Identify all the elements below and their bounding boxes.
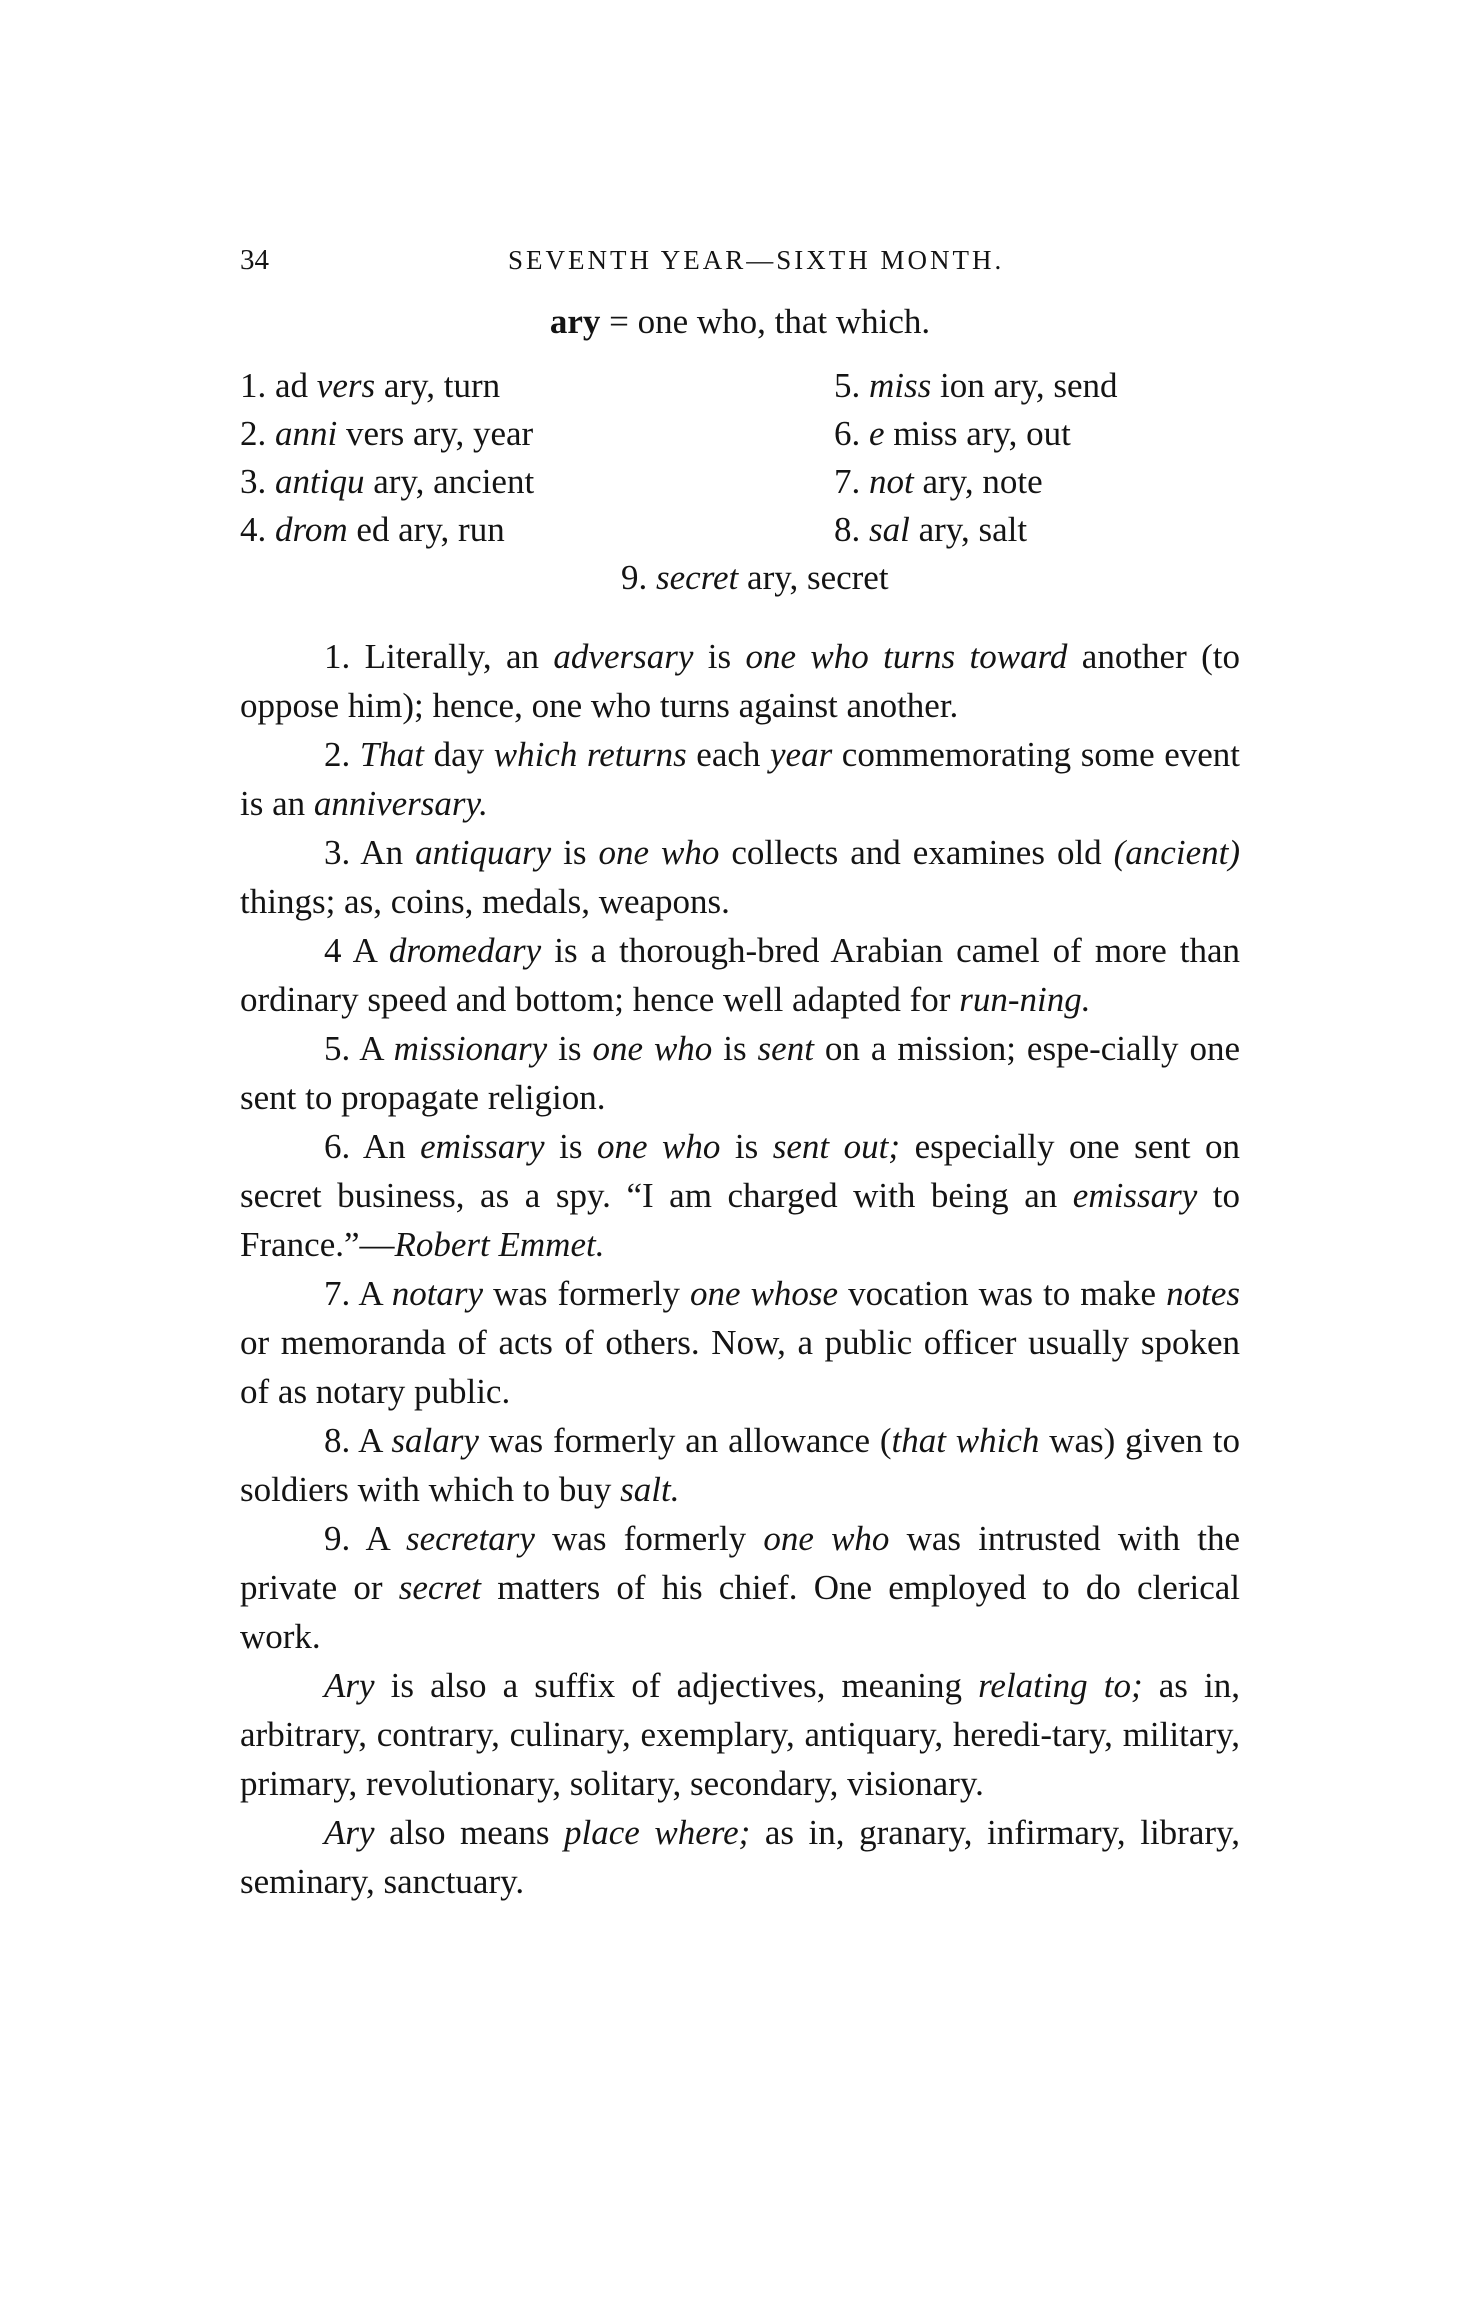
root-italic-run: vers — [316, 366, 376, 405]
paragraph-text-run: is — [712, 1029, 758, 1068]
paragraph — [240, 1122, 1240, 1269]
paragraph-italic-run: place where; — [564, 1813, 751, 1852]
root-text-run: ed ary, run — [347, 510, 505, 549]
paragraph-text-run: or memoranda of acts of others. Now, a public officer usually spoken of as notary public. — [240, 1323, 1240, 1411]
root-text-run: ion ary, send — [931, 366, 1118, 405]
paragraph-italic-run: one who — [592, 1029, 713, 1068]
paragraph-text-run: on a mission; espe-cially one sent to propagate religion. — [240, 1029, 1240, 1117]
root-list — [240, 362, 1240, 612]
paragraph-text-run: day — [424, 735, 494, 774]
paragraph — [240, 828, 1240, 926]
paragraph-italic-run: relating to; — [978, 1666, 1143, 1705]
paragraph-text-run: is — [544, 1127, 597, 1166]
paragraph-italic-run: Ary — [324, 1813, 375, 1852]
paragraph-text-run: is a thorough-bred Arabian camel of more than ordinary speed and bottom; hence well adapted for — [240, 931, 1240, 1019]
suffix-meaning: = one who, that which. — [609, 302, 931, 341]
paragraph-italic-run: one who — [596, 1127, 721, 1166]
paragraph — [240, 1024, 1240, 1122]
root-italic-run: anni — [275, 414, 338, 453]
suffix-heading — [240, 300, 1240, 344]
paragraph-text-run: 9. A — [324, 1519, 407, 1558]
paragraph-italic-run: run-ning. — [959, 980, 1091, 1019]
paragraph — [240, 1269, 1240, 1416]
paragraph-text-run: to France.”— — [240, 1176, 1240, 1264]
root-italic-run: sal — [869, 510, 910, 549]
paragraph-italic-run: anniversary. — [313, 784, 488, 823]
paragraph-italic-run: dromedary — [388, 931, 542, 970]
paragraph-italic-run: missionary — [393, 1029, 548, 1068]
paragraph-text-run: was) given to soldiers with which to buy — [240, 1421, 1240, 1509]
paragraph — [240, 1661, 1240, 1808]
root-text-run: vers ary, year — [337, 414, 534, 453]
root-item — [240, 410, 533, 458]
root-number: 6. — [834, 414, 869, 453]
paragraph-text-run: 4 A — [324, 931, 389, 970]
paragraph-text-run: as in, arbitrary, contrary, culinary, exemplary, antiquary, heredi-tary, military, primary, revolutionary, solitary, secondary, visionary. — [240, 1666, 1240, 1803]
paragraph-italic-run: emissary — [1072, 1176, 1198, 1215]
root-text-run: miss ary, out — [884, 414, 1071, 453]
root-item — [834, 410, 1071, 458]
root-italic-run: secret — [656, 558, 739, 597]
paragraph-italic-run: notes — [1166, 1274, 1240, 1313]
paragraph-text-run: each — [686, 735, 770, 774]
root-text-run: ad — [275, 366, 317, 405]
paragraph-text-run: is — [547, 1029, 593, 1068]
page-number: 34 — [240, 244, 269, 276]
root-italic-run: e — [869, 414, 885, 453]
root-text-run: ary, note — [913, 462, 1043, 501]
root-italic-run: antiqu — [275, 462, 365, 501]
paragraph-text-run: also means — [374, 1813, 565, 1852]
paragraph — [240, 926, 1240, 1024]
root-number: 1. — [240, 366, 275, 405]
paragraph-text-run: another (to oppose him); hence, one who turns against another. — [240, 637, 1240, 725]
root-italic-run: drom — [275, 510, 348, 549]
paragraph-text-run: was formerly — [534, 1519, 764, 1558]
root-number: 8. — [834, 510, 869, 549]
root-item — [834, 362, 1118, 410]
paragraph-text-run: is also a suffix of adjectives, meaning — [374, 1666, 979, 1705]
running-title: SEVENTH YEAR—SIXTH MONTH. — [508, 245, 1005, 275]
paragraph-text-run: is — [693, 637, 746, 676]
paragraph-italic-run: Robert Emmet. — [394, 1225, 605, 1264]
paragraph-italic-run: one who — [598, 833, 720, 872]
paragraph-italic-run: secretary — [406, 1519, 535, 1558]
paragraph-italic-run: one who turns toward — [745, 637, 1068, 676]
root-italic-run: not — [869, 462, 914, 501]
paragraph-text-run: was intrusted with the private or — [240, 1519, 1241, 1607]
paragraph-text-run: 1. Literally, an — [324, 637, 554, 676]
paragraph-italic-run: emissary — [420, 1127, 545, 1166]
paragraph-italic-run: that which — [891, 1421, 1040, 1460]
paragraph-text-run: 2. — [324, 735, 360, 774]
paragraph-italic-run: sent — [757, 1029, 814, 1068]
root-text-run: ary, turn — [375, 366, 501, 405]
paragraph-text-run: as in, granary, infirmary, library, seminary, sanctuary. — [240, 1813, 1240, 1901]
root-number: 5. — [834, 366, 869, 405]
root-number: 3. — [240, 462, 275, 501]
paragraph-text-run: collects and examines old — [719, 833, 1114, 872]
root-item — [621, 554, 889, 602]
paragraph — [240, 632, 1240, 730]
paragraph-italic-run: salt. — [620, 1470, 680, 1509]
paragraph-italic-run: year — [770, 735, 833, 774]
paragraph-italic-run: secret — [398, 1568, 481, 1607]
paragraph-italic-run: That — [359, 735, 425, 774]
suffix-term: ary — [549, 302, 601, 341]
paragraph-text-run: was formerly — [483, 1274, 691, 1313]
root-text-run: ary, salt — [909, 510, 1028, 549]
paragraph-italic-run: notary — [391, 1274, 484, 1313]
root-item — [240, 506, 505, 554]
paragraph-text-run: especially one sent on secret business, as a spy. “I am charged with being an — [240, 1127, 1240, 1215]
body-text — [240, 632, 1240, 1906]
running-head — [240, 240, 1240, 280]
paragraph-italic-run: salary — [391, 1421, 479, 1460]
paragraph-text-run: 5. A — [324, 1029, 394, 1068]
root-item — [240, 458, 534, 506]
root-text-run: ary, secret — [738, 558, 889, 597]
paragraph — [240, 730, 1240, 828]
paragraph-text-run: is — [551, 833, 599, 872]
paragraph-italic-run: antiquary — [415, 833, 552, 872]
paragraph-text-run: things; as, coins, medals, weapons. — [240, 882, 730, 921]
root-text-run: ary, ancient — [364, 462, 535, 501]
paragraph-text-run: 8. A — [324, 1421, 392, 1460]
paragraph-italic-run: which returns — [493, 735, 687, 774]
paragraph — [240, 1808, 1240, 1906]
paragraph-text-run: 7. A — [324, 1274, 392, 1313]
root-item — [240, 362, 500, 410]
paragraph-italic-run: one whose — [690, 1274, 839, 1313]
paragraph — [240, 1514, 1240, 1661]
paragraph-text-run: is — [720, 1127, 773, 1166]
paragraph-italic-run: Ary — [324, 1666, 375, 1705]
root-number: 2. — [240, 414, 275, 453]
root-number: 4. — [240, 510, 275, 549]
paragraph-italic-run: sent out; — [772, 1127, 901, 1166]
paragraph-text-run: matters of his chief. One employed to do clerical work. — [240, 1568, 1240, 1656]
root-item — [834, 458, 1043, 506]
paragraph-italic-run: one who — [763, 1519, 890, 1558]
paragraph-italic-run: (ancient) — [1113, 833, 1240, 872]
paragraph — [240, 1416, 1240, 1514]
paragraph-text-run: vocation was to make — [838, 1274, 1167, 1313]
paragraph-italic-run: adversary — [553, 637, 694, 676]
root-item — [834, 506, 1027, 554]
root-number: 9. — [621, 558, 656, 597]
paragraph-text-run: was formerly an allowance ( — [478, 1421, 892, 1460]
paragraph-text-run: 6. An — [324, 1127, 421, 1166]
root-number: 7. — [834, 462, 869, 501]
root-italic-run: miss — [869, 366, 932, 405]
paragraph-text-run: commemorating some event is an — [240, 735, 1240, 823]
paragraph-text-run: 3. An — [324, 833, 416, 872]
